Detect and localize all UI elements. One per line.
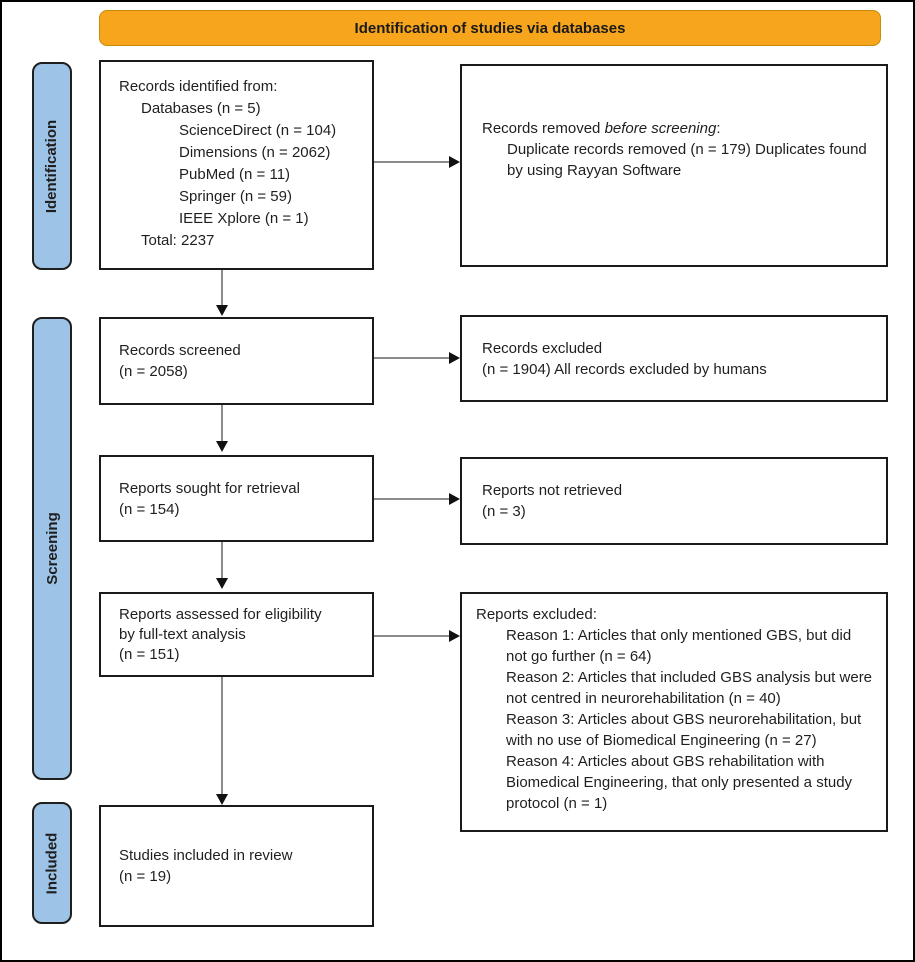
arrow-down-screened-to-sought	[221, 405, 223, 441]
records-removed-body: Duplicate records removed (n = 179) Duplicates found by using Rayyan Software	[507, 141, 867, 179]
records-removed-title	[482, 118, 870, 139]
records-screened-line1: Records screened	[119, 342, 241, 359]
stage-identification-label: Identification	[43, 119, 61, 213]
box-records-removed	[460, 64, 888, 267]
banner-title: Identification of studies via databases	[354, 19, 626, 37]
reports-sought-line1: Reports sought for retrieval	[119, 479, 300, 497]
arrow-right-screened-to-excluded	[374, 357, 449, 359]
arrow-right-sought-to-not-retrieved	[374, 498, 449, 500]
records-identified-line: Springer (n = 59)	[179, 188, 292, 205]
reports-excluded-reason: Reason 4: Articles about GBS rehabilitation with Biomedical Engineering, that only presented a study protocol (n = 1)	[506, 753, 853, 812]
reports-not-retrieved-count: (n = 3)	[482, 503, 526, 520]
records-identified-line: Databases (n = 5)	[141, 100, 261, 117]
banner-identification-of-studies	[99, 10, 881, 46]
reports-excluded-reason: Reason 1: Articles that only mentioned GBS, but did not go further (n = 64)	[506, 627, 852, 665]
stage-included	[32, 802, 72, 924]
box-reports-excluded	[460, 592, 888, 832]
records-removed-title-suffix: :	[716, 120, 721, 137]
arrow-down-identified-to-screened	[221, 270, 223, 305]
records-excluded-line1: Records excluded	[482, 339, 603, 357]
records-identified-line: PubMed (n = 11)	[179, 166, 291, 183]
reports-excluded-reason: Reason 3: Articles about GBS neurorehabilitation, but with no use of Biomedical Engineering (n = 27)	[506, 711, 862, 749]
arrow-right-assessed-to-excluded	[374, 635, 449, 637]
records-identified-line: IEEE Xplore (n = 1)	[179, 210, 309, 227]
reports-not-retrieved-line1: Reports not retrieved	[482, 482, 623, 499]
box-studies-included	[99, 805, 374, 927]
records-identified-line: Dimensions (n = 2062)	[179, 144, 331, 161]
studies-included-line1: Studies included in review	[119, 847, 293, 864]
box-reports-sought	[99, 455, 374, 542]
reports-assessed-line1: Reports assessed for eligibility	[119, 605, 322, 623]
records-identified-line: Records identified from:	[119, 78, 278, 95]
arrow-right-identified-to-removed	[374, 161, 449, 163]
records-identified-total: Total: 2237	[141, 232, 215, 249]
box-records-excluded	[460, 315, 888, 402]
reports-excluded-title: Reports excluded:	[476, 606, 597, 623]
arrow-down-sought-to-assessed	[221, 542, 223, 578]
stage-included-label: Included	[43, 832, 61, 894]
box-reports-not-retrieved	[460, 457, 888, 545]
arrow-down-assessed-to-included	[221, 677, 223, 794]
box-reports-assessed	[99, 592, 374, 677]
studies-included-count: (n = 19)	[119, 868, 172, 885]
stage-screening	[32, 317, 72, 780]
records-excluded-count: (n = 1904) All records excluded by humans	[482, 360, 767, 378]
reports-sought-count: (n = 154)	[119, 500, 180, 518]
reports-excluded-reason: Reason 2: Articles that included GBS analysis but were not centred in neurorehabilitation (n = 40)	[506, 669, 873, 707]
records-screened-count: (n = 2058)	[119, 363, 188, 380]
box-records-screened	[99, 317, 374, 405]
reports-assessed-count: (n = 151)	[119, 645, 180, 663]
records-removed-title-italic: before screening	[604, 120, 717, 137]
records-removed-title-prefix: Records removed	[482, 120, 605, 137]
box-records-identified	[99, 60, 374, 270]
reports-assessed-line2: by full-text analysis	[119, 625, 246, 643]
stage-screening-label: Screening	[43, 512, 61, 585]
stage-identification	[32, 62, 72, 270]
records-identified-line: ScienceDirect (n = 104)	[179, 122, 337, 139]
